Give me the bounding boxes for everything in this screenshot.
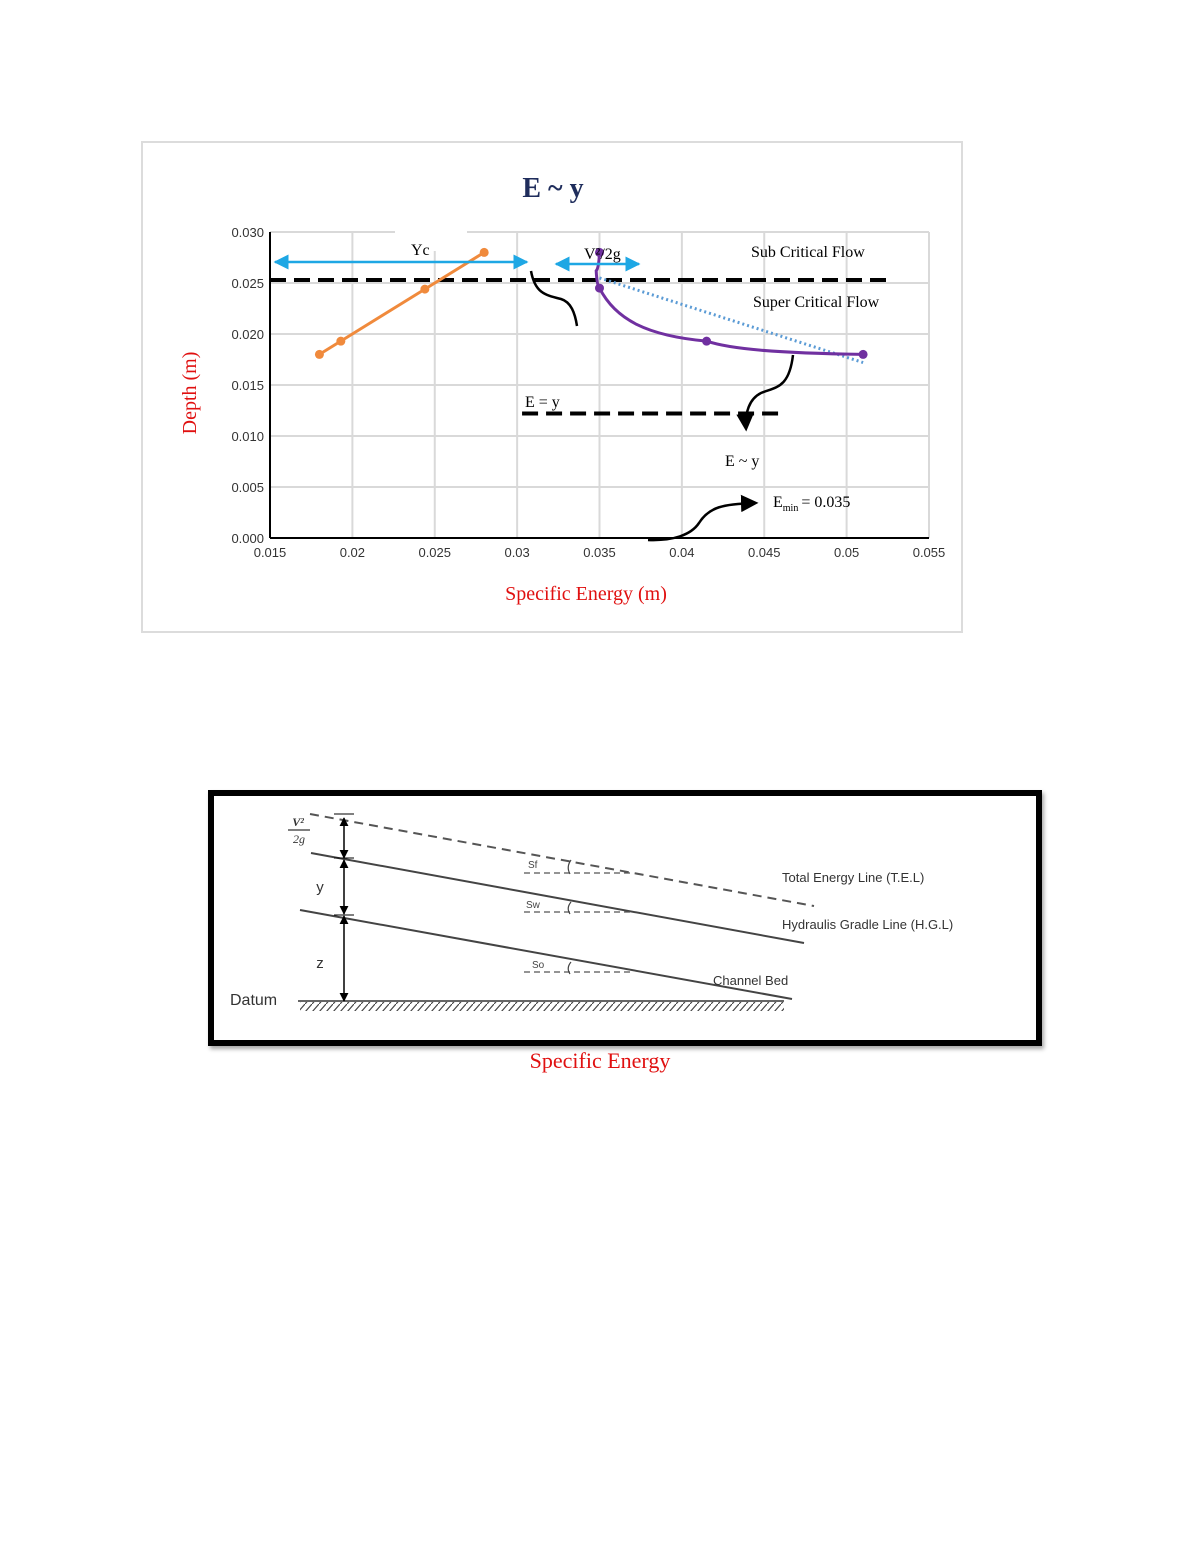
bed-label: Channel Bed xyxy=(713,973,789,988)
e-min-value: = 0.035 xyxy=(801,494,851,511)
datum-label: Datum xyxy=(230,992,278,1009)
y-axis-label: Depth (m) xyxy=(179,351,201,435)
y-tick-labels xyxy=(231,225,264,546)
y-tick-label: 0.025 xyxy=(231,276,264,291)
series-1-point xyxy=(336,337,345,346)
sub-critical-label: Sub Critical Flow xyxy=(751,244,865,261)
chart-svg xyxy=(143,143,965,635)
chart-title: E ~ y xyxy=(522,173,584,204)
x-tick-label: 0.055 xyxy=(912,545,946,560)
x-tick-label: 0.04 xyxy=(669,545,695,560)
datum-hatching xyxy=(300,1002,784,1011)
tel-label: Total Energy Line (T.E.L) xyxy=(782,870,925,885)
x-tick-label: 0.015 xyxy=(253,545,287,560)
series-1-point xyxy=(420,285,429,294)
so-angle-icon xyxy=(568,962,571,974)
trendline xyxy=(600,278,864,363)
x-tick-label: 0.05 xyxy=(833,545,860,560)
sw-angle-icon xyxy=(568,902,571,914)
series-2-point xyxy=(595,284,604,293)
so-label: So xyxy=(532,960,545,971)
sw-label: Sw xyxy=(526,900,540,911)
x-tick-label: 0.025 xyxy=(418,545,452,560)
e-equals-y-label: E = y xyxy=(525,394,560,411)
e-min-sub: min xyxy=(782,503,799,514)
v2g-label: V²/2g xyxy=(584,246,621,263)
series-2-point xyxy=(702,337,711,346)
hydraulic-grade-line xyxy=(311,853,804,943)
total-energy-line xyxy=(310,814,814,906)
x-tick-label: 0.045 xyxy=(747,545,781,560)
y-tick-label: 0.020 xyxy=(231,327,264,342)
yc-label: Yc xyxy=(411,242,430,259)
x-tick-label: 0.035 xyxy=(583,545,616,560)
curly-arrow-emin xyxy=(648,503,755,540)
hgl-label: Hydraulis Gradle Line (H.G.L) xyxy=(782,917,954,932)
e-tilde-y-label: E ~ y xyxy=(725,453,760,470)
x-tick-labels xyxy=(254,545,946,560)
y-label: y xyxy=(316,879,324,896)
yc-label-bg xyxy=(395,229,467,251)
curly-arrow-e-tilde-y xyxy=(746,355,793,428)
sf-label: Sf xyxy=(528,860,538,871)
e-min-prefix: E xyxy=(773,494,783,511)
x-tick-label: 0.03 xyxy=(504,545,530,560)
x-tick-label: 0.02 xyxy=(339,545,366,560)
y-tick-label: 0.000 xyxy=(231,531,264,546)
y-tick-label: 0.005 xyxy=(231,480,264,495)
diagram-caption: Specific Energy xyxy=(529,1048,671,1073)
y-tick-label: 0.030 xyxy=(231,225,264,240)
series-2-point xyxy=(859,350,868,359)
y-tick-label: 0.015 xyxy=(231,378,264,393)
y-tick-label: 0.010 xyxy=(231,429,264,444)
super-critical-label: Super Critical Flow xyxy=(753,294,880,311)
series-1-point xyxy=(315,350,324,359)
v2g-denominator: 2g xyxy=(293,832,305,846)
channel-diagram-panel xyxy=(208,790,1042,1046)
e-min-label xyxy=(773,494,850,514)
series-1-point xyxy=(480,248,489,257)
trendline-path xyxy=(600,278,864,363)
chart-panel xyxy=(141,141,963,633)
x-axis-label: Specific Energy (m) xyxy=(505,583,667,605)
v2g-numerator: V² xyxy=(292,815,304,829)
z-label: z xyxy=(316,955,324,972)
channel-diagram-svg xyxy=(214,796,1036,1040)
